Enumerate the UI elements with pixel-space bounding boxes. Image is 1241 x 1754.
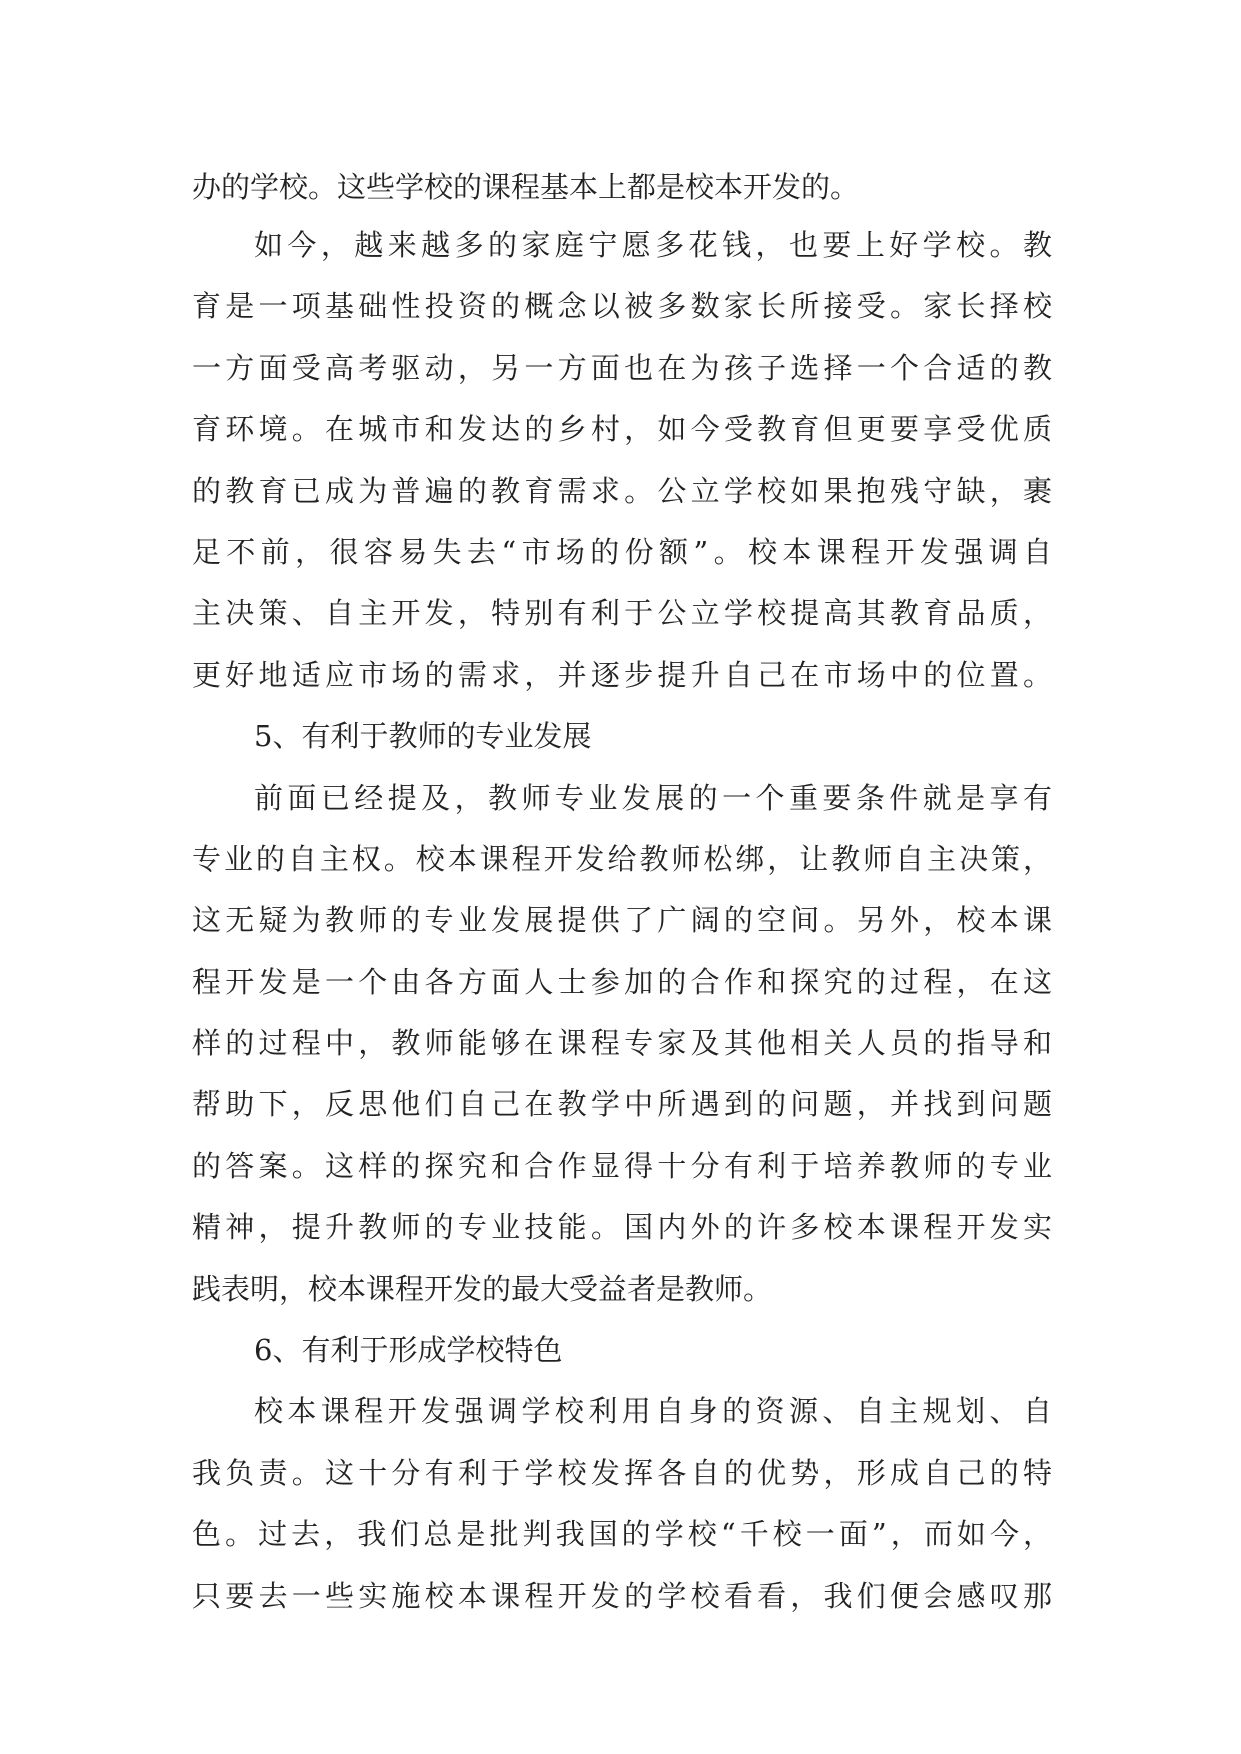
text-line: 的教育已成为普遍的教育需求。公立学校如果抱残守缺，裹	[192, 473, 1052, 508]
text-line: 精神，提升教师的专业技能。国内外的许多校本课程开发实	[192, 1210, 1052, 1245]
body-text	[192, 160, 1052, 1627]
text-line: 我负责。这十分有利于学校发挥各自的优势，形成自己的特	[192, 1455, 1052, 1490]
text-line: 样的过程中，教师能够在课程专家及其他相关人员的指导和	[192, 1026, 1052, 1061]
paragraph-start-line: 如今，越来越多的家庭宁愿多花钱，也要上好学校。教	[254, 228, 1052, 262]
text-line: 育是一项基础性投资的概念以被多数家长所接受。家长择校	[192, 289, 1052, 324]
text-line: 更好地适应市场的需求，并逐步提升自己在市场中的位置。	[192, 657, 1052, 692]
text-line: 的答案。这样的探究和合作显得十分有利于培养教师的专业	[192, 1148, 1052, 1183]
text-line: 一方面受高考驱动，另一方面也在为孩子选择一个合适的教	[192, 350, 1052, 385]
text-line: 色。过去，我们总是批判我国的学校“千校一面”，而如今，	[192, 1517, 1052, 1552]
text-line: 育环境。在城市和发达的乡村，如今受教育但更要享受优质	[192, 412, 1052, 447]
text-line: 只要去一些实施校本课程开发的学校看看，我们便会感叹那	[192, 1578, 1052, 1613]
text-line: 这无疑为教师的专业发展提供了广阔的空间。另外，校本课	[192, 903, 1052, 938]
section-heading: 5、有利于教师的专业发展	[254, 719, 592, 754]
section-heading: 6、有利于形成学校特色	[254, 1333, 563, 1368]
text-line: 足不前，很容易失去“市场的份额”。校本课程开发强调自	[192, 534, 1052, 569]
paragraph-start-line: 前面已经提及，教师专业发展的一个重要条件就是享有	[254, 780, 1052, 815]
text-line: 专业的自主权。校本课程开发给教师松绑，让教师自主决策，	[192, 841, 1052, 876]
text-line: 主决策、自主开发，特别有利于公立学校提高其教育品质，	[192, 596, 1052, 631]
paragraph-start-line: 校本课程开发强调学校利用自身的资源、自主规划、自	[254, 1394, 1052, 1429]
text-line: 办的学校。这些学校的课程基本上都是校本开发的。	[192, 170, 860, 204]
text-line: 程开发是一个由各方面人士参加的合作和探究的过程，在这	[192, 964, 1052, 999]
text-line: 帮助下，反思他们自己在教学中所遇到的问题，并找到问题	[192, 1087, 1052, 1122]
text-line: 践表明，校本课程开发的最大受益者是教师。	[192, 1271, 773, 1306]
